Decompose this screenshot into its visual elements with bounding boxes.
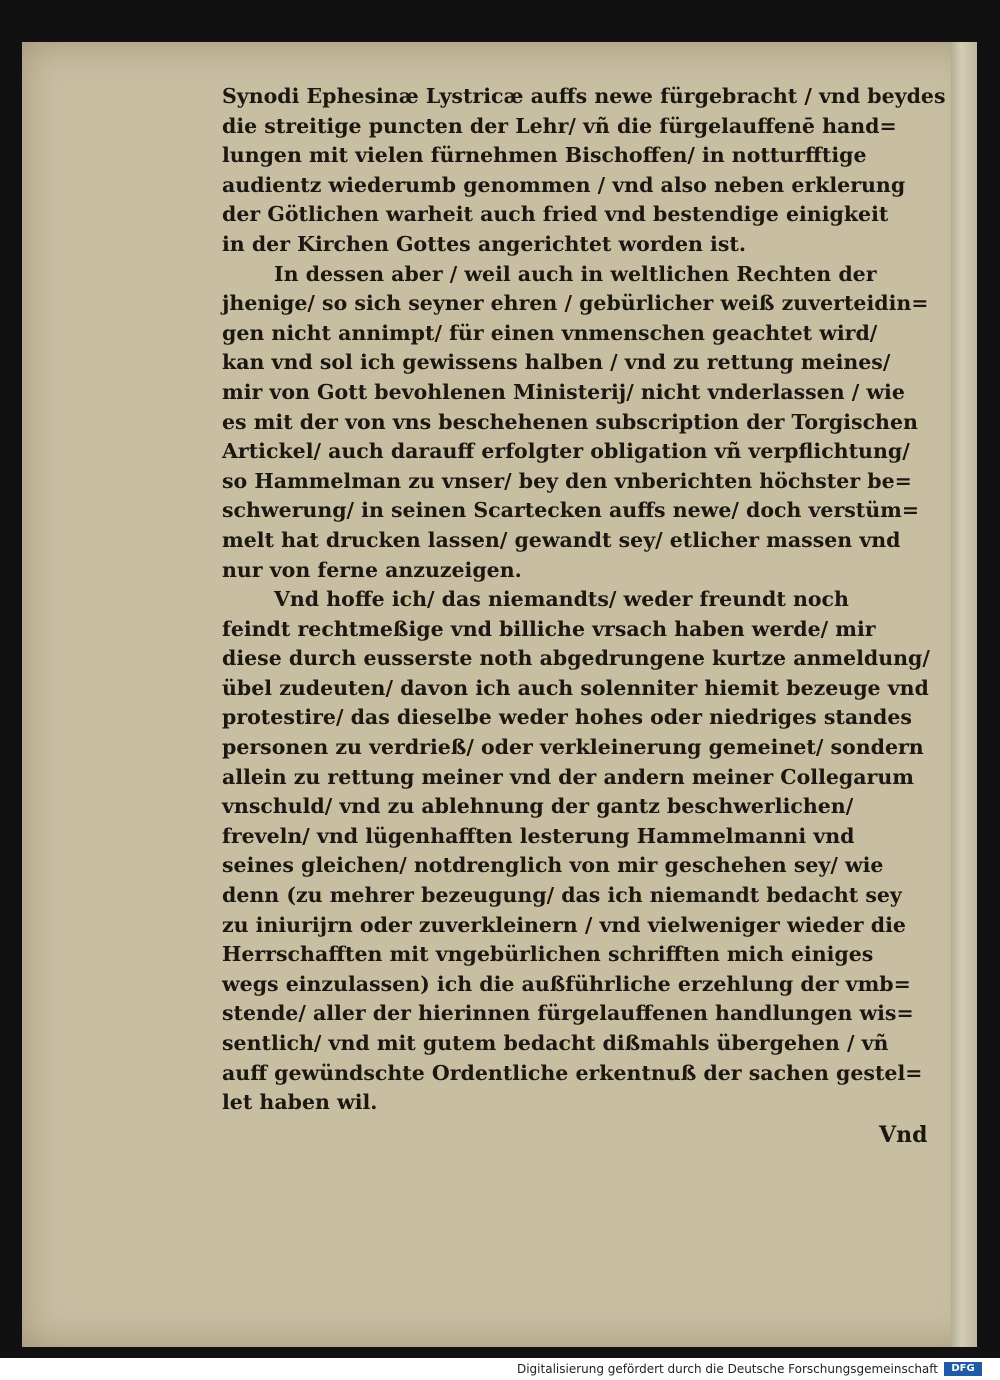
text-line: seines gleichen/ notdrenglich von mir geschehen sey/ wie [222,853,884,878]
text-line: audientz wiederumb genommen / vnd also neben erklerung [222,172,906,197]
text-line: freveln/ vnd lügenhafften lesterung Hammelmanni vnd [222,823,855,848]
text-line: sentlich/ vnd mit gutem bedacht dißmahls übergehen / vñ [222,1031,889,1055]
text-line: Synodi Ephesinæ Lystricæ auffs newe fürgebracht / vnd beydes [222,84,946,108]
text-line: Vnd hoffe ich/ das niemandts/ weder freundt noch [274,587,849,612]
text-line: diese durch eusserste noth abgedrungene kurtze anmeldung/ [222,646,930,671]
catchword: Vnd [879,1122,928,1148]
text-line: let haben wil. [222,1090,378,1115]
text-line: zu iniurijrn oder zuverkleinern / vnd vielweniger wieder die [222,912,906,937]
text-line: denn (zu mehrer bezeugung/ das ich niemandt bedacht sey [222,883,902,908]
text-line: feindt rechtmeßige vnd billiche vrsach haben werde/ mir [222,616,876,641]
funding-credit: Digitalisierung gefördert durch die Deutsche Forschungsgemeinschaft [516,1362,938,1376]
dfg-logo-icon: DFG [944,1362,982,1376]
text-line: nur von ferne anzuzeigen. [222,557,522,582]
text-line: protestire/ das dieselbe weder hohes oder niedriges standes [222,705,912,730]
text-line: in der Kirchen Gottes angerichtet worden ist. [222,231,746,256]
text-line: vnschuld/ vnd zu ablehnung der gantz beschwerlichen/ [222,794,854,819]
text-line: die streitige puncten der Lehr/ vñ die fürgelauffenē hand= [222,113,897,138]
page-edge [951,42,977,1347]
text-line: schwerung/ in seinen Scartecken auffs newe/ doch verstüm= [222,498,920,523]
text-line: so Hammelman zu vnser/ bey den vnberichten höchster be= [222,468,912,493]
text-line: der Götlichen warheit auch fried vnd bestendige einigkeit [222,202,889,227]
text-line: lungen mit vielen fürnehmen Bischoffen/ in notturfftige [222,143,867,168]
text-line: kan vnd sol ich gewissens halben / vnd zu rettung meines/ [222,350,891,375]
text-line: übel zudeuten/ davon ich auch solenniter hiemit bezeuge vnd [222,675,929,700]
body-text [222,82,946,1118]
text-line: es mit der von vns beschehenen subscription der Torgischen [222,409,918,434]
text-line: wegs einzulassen) ich die außführliche erzehlung der vmb= [222,971,911,996]
text-line: personen zu verdrieß/ oder verkleinerung gemeinet/ sondern [222,735,924,760]
text-line: allein zu rettung meiner vnd der andern meiner Collegarum [222,764,914,789]
text-line: Artickel/ auch darauff erfolgter obligation vñ verpflichtung/ [222,439,910,464]
text-line: mir von Gott bevohlenen Ministerij/ nicht vnderlassen / wie [222,379,905,404]
text-line: auff gewündschte Ordentliche erkentnuß der sachen gestel= [222,1060,923,1085]
text-line: Herrschafften mit vngebürlichen schrifften mich einiges [222,942,874,967]
text-line: In dessen aber / weil auch in weltlichen Rechten der [274,261,877,286]
text-line: jhenige/ so sich seyner ehren / gebürlicher weiß zuverteidin= [222,291,929,316]
footer-bar [0,1358,1000,1380]
text-line: melt hat drucken lassen/ gewandt sey/ etlicher massen vnd [222,527,901,552]
text-line: gen nicht annimpt/ für einen vnmenschen geachtet wird/ [222,320,878,345]
book-page [22,42,977,1347]
text-line: stende/ aller der hierinnen fürgelauffenen handlungen wis= [222,1001,914,1026]
